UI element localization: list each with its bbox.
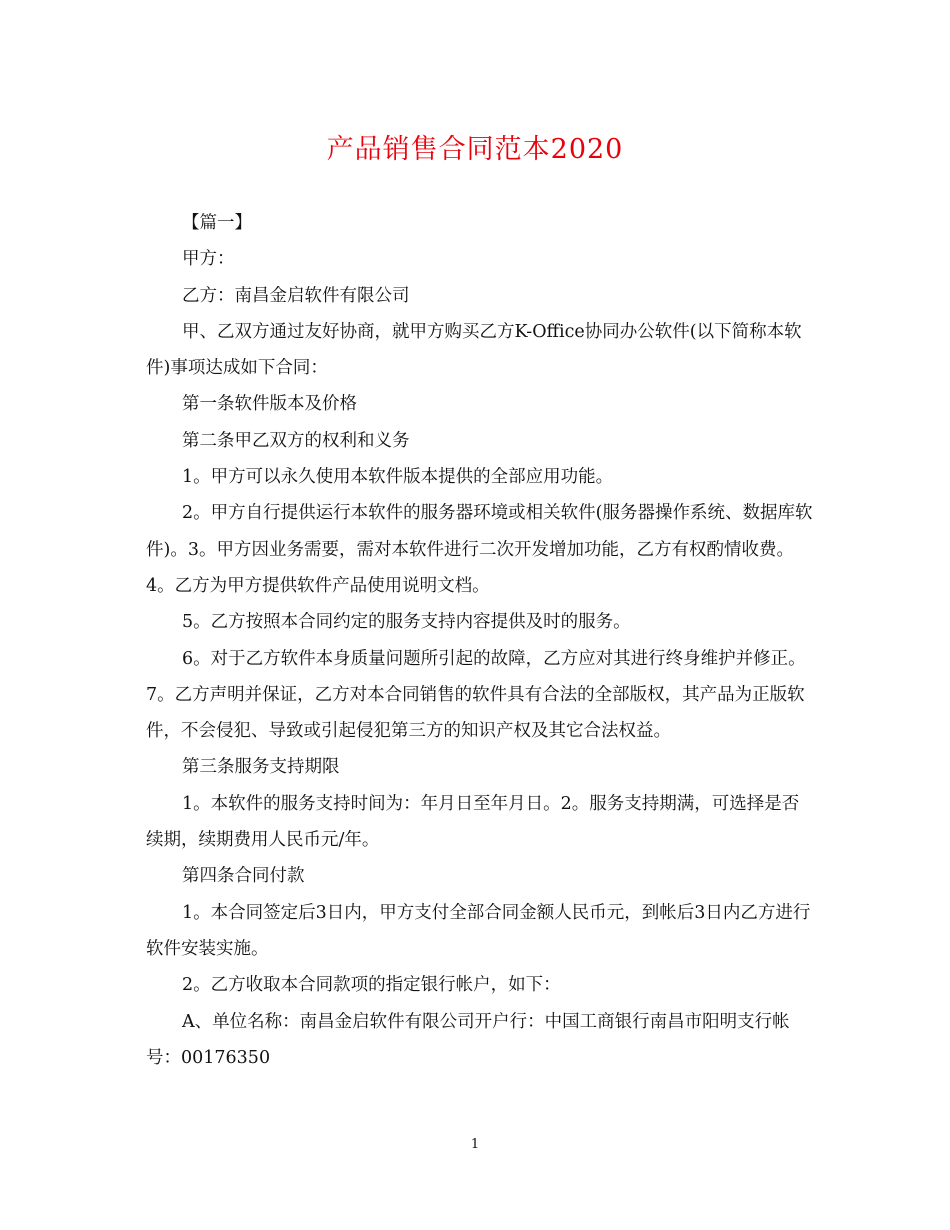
bank-account-paragraph: A、单位名称：南昌金启软件有限公司开户行：中国工商银行南昌市阳明支行帐号：00176350	[146, 1011, 790, 1068]
clause-paragraph: 2。甲方自行提供运行本软件的服务器环境或相关软件(服务器操作系统、数据库软件)。3。甲方因业务需要，需对本软件进行二次开发增加功能，乙方有权酌情收费。4。乙方为甲方提供软件产品使用说明文档。	[146, 503, 813, 596]
page-number: 1	[470, 1137, 480, 1152]
party-a-line: 甲方：	[182, 249, 235, 270]
party-b-line: 乙方：南昌金启软件有限公司	[182, 285, 410, 306]
clause-paragraph: 6。对于乙方软件本身质量问题所引起的故障，乙方应对其进行终身维护并修正。7。乙方声明并保证，乙方对本合同销售的软件具有合法的全部版权，其产品为正版软件，不会侵犯、导致或引起侵犯第三方的知识产权及其它合法权益。	[146, 648, 806, 742]
article-four-heading: 第四条合同付款	[182, 866, 305, 887]
document-body	[146, 205, 814, 1076]
clause-paragraph: 1。本软件的服务支持时间为：年月日至年月日。2。服务支持期满，可选择是否续期，续期费用人民币元/年。	[146, 793, 800, 851]
clause-paragraph: 1。本合同签定后3日内，甲方支付全部合同金额人民币元，到帐后3日内乙方进行软件安装实施。	[146, 902, 811, 959]
clause-paragraph: 5。乙方按照本合同约定的服务支持内容提供及时的服务。	[182, 612, 631, 633]
clause-paragraph: 1。甲方可以永久使用本软件版本提供的全部应用功能。	[182, 467, 614, 488]
document-title: 产品销售合同范本2020	[326, 134, 624, 165]
preamble-paragraph: 甲、乙双方通过友好协商，就甲方购买乙方K-Office协同办公软件(以下简称本软件)事项达成如下合同：	[146, 321, 802, 379]
article-two-heading: 第二条甲乙双方的权利和义务	[182, 430, 410, 451]
section-heading-part-one: 【篇一】	[182, 213, 252, 233]
clause-paragraph: 2。乙方收取本合同款项的指定银行帐户，如下：	[182, 975, 561, 996]
article-one-heading: 第一条软件版本及价格	[182, 394, 357, 415]
article-three-heading: 第三条服务支持期限	[182, 757, 340, 778]
